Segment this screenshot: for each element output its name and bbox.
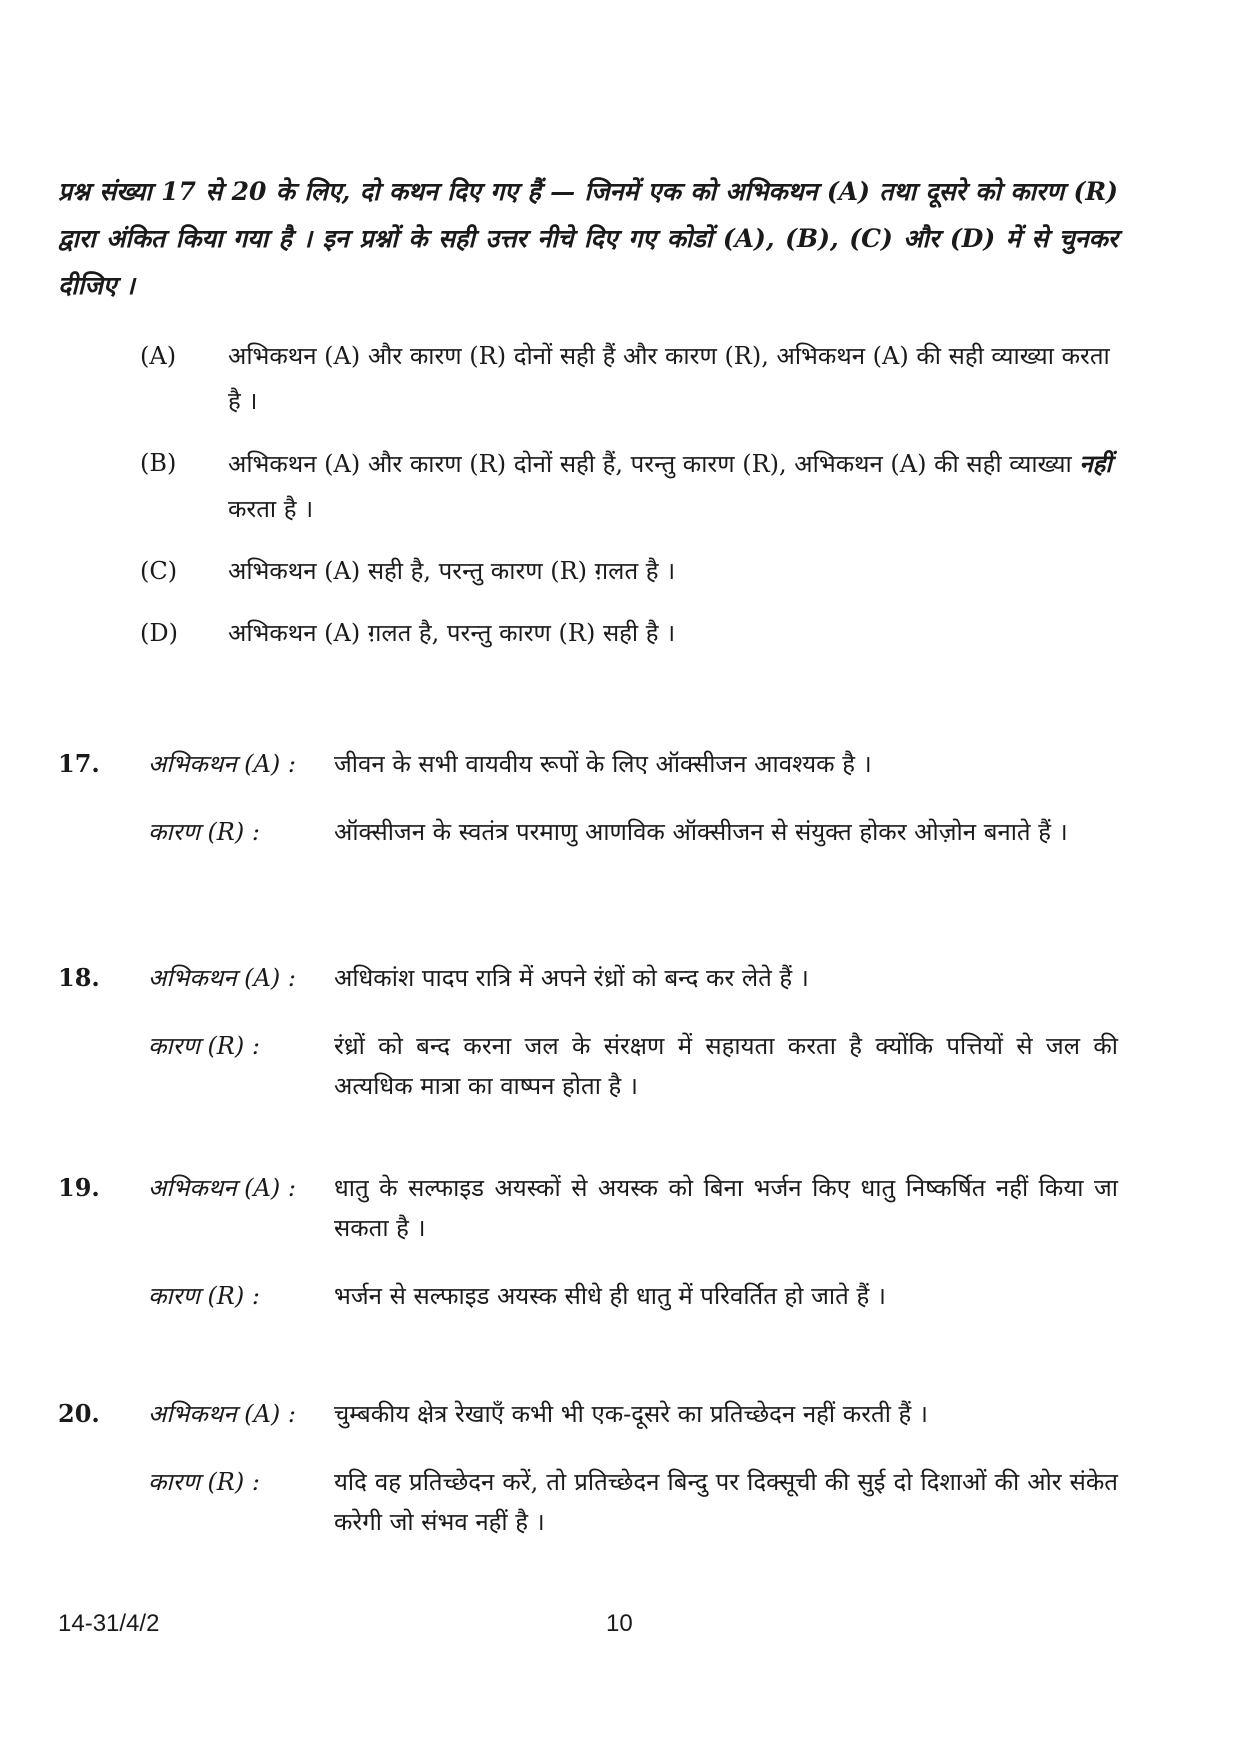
answer-code-text-part: करता है ।: [228, 495, 314, 523]
answer-code-text: अभिकथन (A) और कारण (R) दोनों सही हैं और कारण (R), अभिकथन (A) की सही व्याख्या करता है ।: [228, 342, 1110, 415]
reason-label: कारण (R) :: [148, 1468, 260, 1496]
answer-code-c: [140, 549, 1118, 594]
instructions-block: [58, 168, 1118, 309]
assertion-text: धातु के सल्फाइड अयस्कों से अयस्क को बिना भर्जन किए धातु निष्कर्षित नहीं किया जा सकता है ।: [334, 1174, 1118, 1242]
question-19: [58, 1168, 1118, 1344]
instructions-text: प्रश्न संख्या 17 से 20 के लिए, दो कथन दिए गए हैं — जिनमें एक को अभिकथन (A) तथा दूसरे को कारण (R) द्वारा अंकित किया गया है । इन प्रश्नों के सही उत्तर नीचे दिए गए कोडों (A), (B), (C) और (D) में से चुनकर दीजिए ।: [58, 177, 1118, 300]
emphasized-word: नहीं: [1079, 449, 1112, 478]
assertion-label: अभिकथन (A) :: [148, 750, 296, 778]
answer-code-text-part: अभिकथन (A) और कारण (R) दोनों सही हैं, परन्तु कारण (R), अभिकथन (A) की सही व्याख्या: [228, 450, 1080, 478]
answer-codes-list: [140, 334, 1118, 673]
reason-text: भर्जन से सल्फाइड अयस्क सीधे ही धातु में परिवर्तित हो जाते हैं ।: [334, 1282, 886, 1310]
question-number: 20.: [58, 1399, 100, 1428]
answer-code-label: (A): [140, 342, 177, 370]
assertion-row: [58, 1168, 1118, 1248]
reason-label: कारण (R) :: [148, 1032, 260, 1060]
reason-row: [58, 1026, 1118, 1106]
question-18: [58, 958, 1118, 1134]
reason-text: ऑक्सीजन के स्वतंत्र परमाणु आणविक ऑक्सीजन से संयुक्त होकर ओज़ोन बनाते हैं ।: [334, 818, 1068, 846]
assertion-text: जीवन के सभी वायवीय रूपों के लिए ऑक्सीजन आवश्यक है ।: [334, 750, 872, 778]
assertion-text: अधिकांश पादप रात्रि में अपने रंध्रों को बन्द कर लेते हैं ।: [334, 964, 809, 992]
reason-text: यदि वह प्रतिच्छेदन करें, तो प्रतिच्छेदन बिन्दु पर दिक्सूची की सुई दो दिशाओं की ओर संकेत करेगी जो संभव नहीं है ।: [334, 1468, 1118, 1536]
answer-code-b: [140, 441, 1118, 532]
reason-text: रंध्रों को बन्द करना जल के संरक्षण में सहायता करता है क्योंकि पत्तियों से जल की अत्यधिक मात्रा का वाष्पन होता है ।: [334, 1032, 1118, 1100]
answer-code-label: (D): [140, 619, 178, 647]
assertion-label: अभिकथन (A) :: [148, 1400, 296, 1428]
paper-code: 14-31/4/2: [58, 1610, 160, 1637]
question-number: 19.: [58, 1173, 100, 1202]
reason-label: कारण (R) :: [148, 818, 260, 846]
answer-code-text: अभिकथन (A) सही है, परन्तु कारण (R) ग़लत है ।: [228, 557, 676, 585]
answer-code-text: [228, 441, 1118, 532]
assertion-row: [58, 958, 1118, 998]
question-number: 18.: [58, 963, 100, 992]
assertion-row: [58, 744, 1118, 784]
question-number: 17.: [58, 749, 100, 778]
answer-code-a: [140, 334, 1118, 424]
reason-row: [58, 812, 1118, 852]
answer-code-d: [140, 611, 1118, 656]
reason-row: [58, 1276, 1118, 1316]
reason-row: [58, 1462, 1118, 1542]
question-20: [58, 1394, 1118, 1570]
question-17: [58, 744, 1118, 880]
page-number: 10: [606, 1610, 633, 1637]
answer-code-text: अभिकथन (A) ग़लत है, परन्तु कारण (R) सही है ।: [228, 619, 676, 647]
answer-code-label: (C): [140, 557, 178, 585]
assertion-row: [58, 1394, 1118, 1434]
reason-label: कारण (R) :: [148, 1282, 260, 1310]
assertion-label: अभिकथन (A) :: [148, 964, 296, 992]
assertion-label: अभिकथन (A) :: [148, 1174, 296, 1202]
assertion-text: चुम्बकीय क्षेत्र रेखाएँ कभी भी एक-दूसरे का प्रतिच्छेदन नहीं करती हैं ।: [334, 1400, 929, 1428]
answer-code-label: (B): [140, 449, 177, 477]
